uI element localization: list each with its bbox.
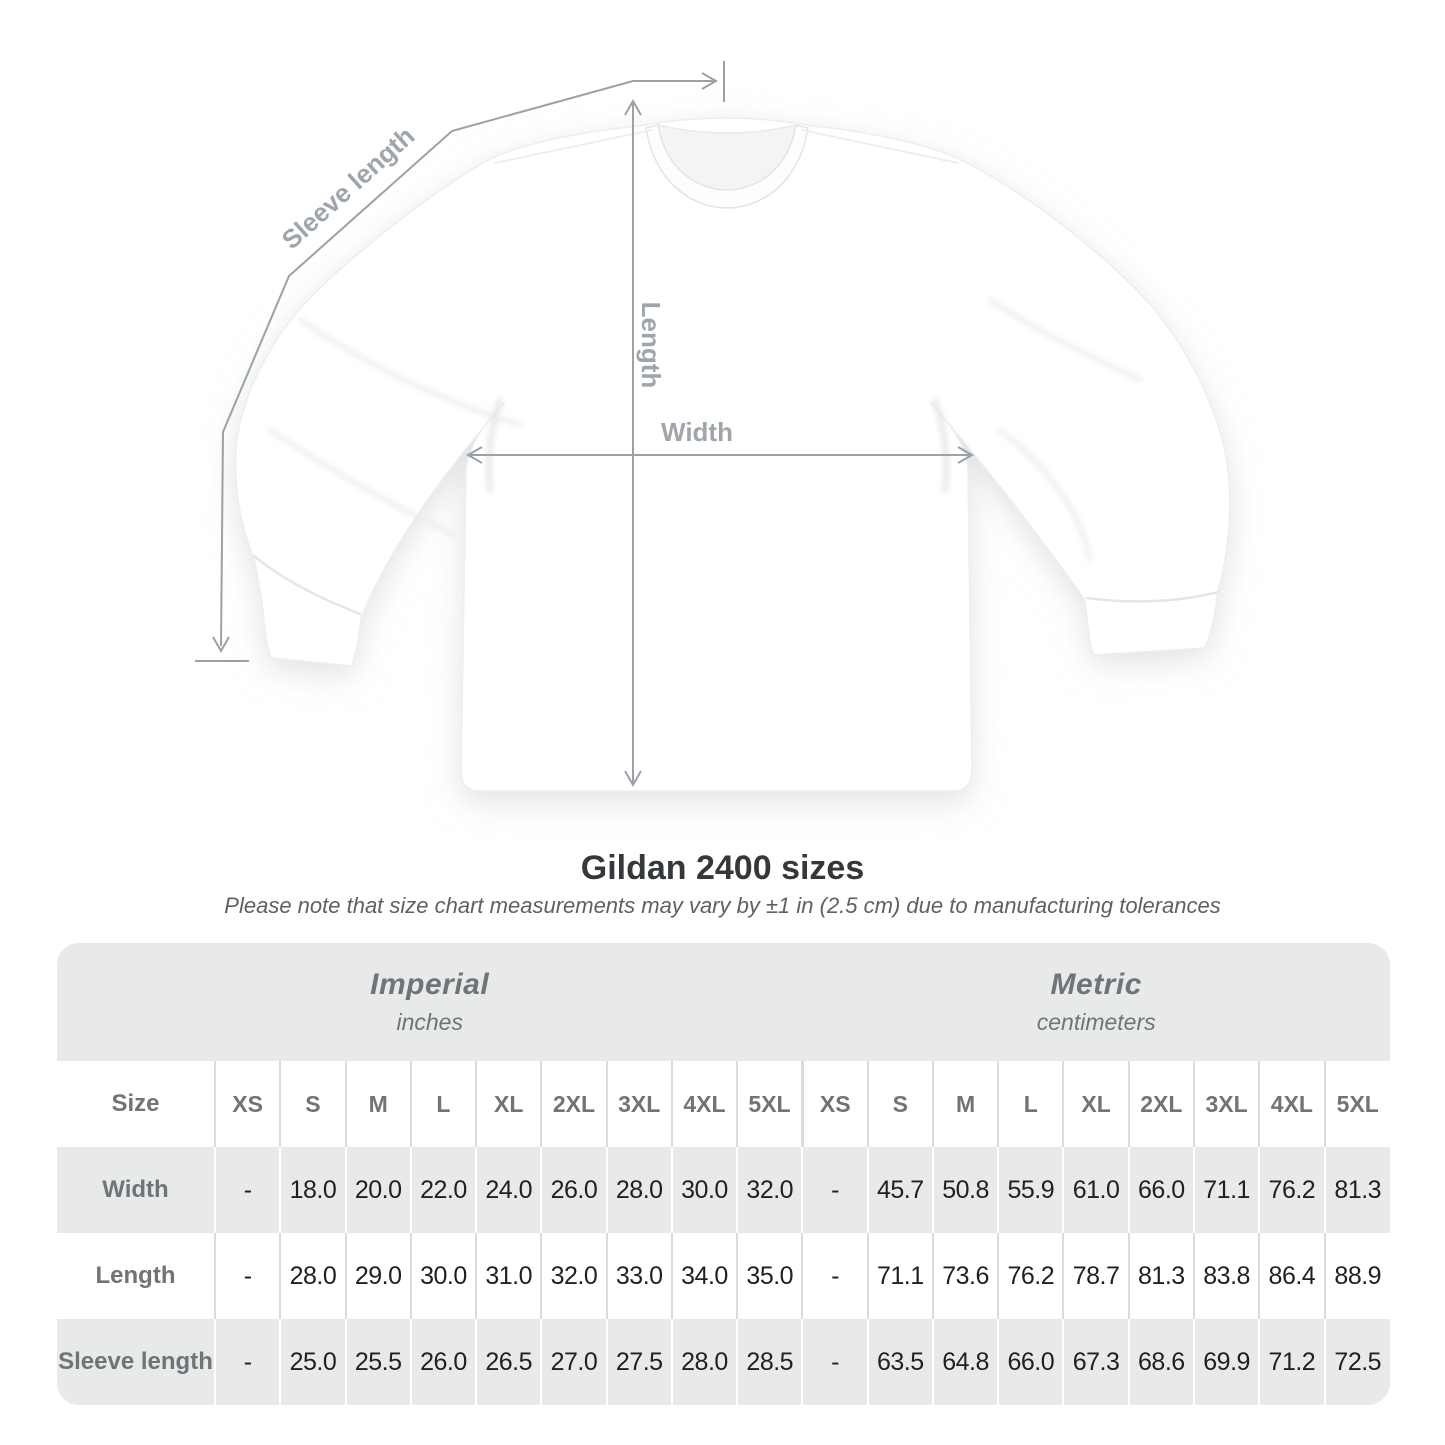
measurement-value: 61.0 [1063,1147,1128,1233]
measurement-row-width [57,1147,1390,1233]
measurement-value: 27.0 [541,1319,606,1405]
metric-unit-label: centimeters [1036,1009,1156,1035]
measurement-value: 26.5 [476,1319,541,1405]
measurement-value: 25.5 [346,1319,411,1405]
measurement-value: 18.0 [280,1147,345,1233]
width-label: Width [661,417,733,447]
measurement-value: 20.0 [346,1147,411,1233]
metric-group-header [802,943,1390,1061]
measurement-value: 81.3 [1325,1147,1390,1233]
size-table [57,943,1390,1405]
measurement-value: 66.0 [998,1319,1063,1405]
measurement-row-label: Sleeve length [57,1319,215,1405]
measurement-value: 27.5 [607,1319,672,1405]
measurement-value: 26.0 [411,1319,476,1405]
size-column-header-metric-l: L [998,1061,1063,1147]
measurement-value: 25.0 [280,1319,345,1405]
size-column-header-metric-4xl: 4XL [1259,1061,1324,1147]
measurement-value: 45.7 [868,1147,933,1233]
measurement-value: 28.0 [607,1147,672,1233]
measurement-value: 34.0 [672,1233,737,1319]
measurement-value: 78.7 [1063,1233,1128,1319]
size-column-header-imperial-xs: XS [215,1061,280,1147]
measurement-value: - [802,1147,867,1233]
measurement-value: 24.0 [476,1147,541,1233]
measurement-value: - [802,1319,867,1405]
measurement-value: 86.4 [1259,1233,1324,1319]
size-column-header-metric-3xl: 3XL [1194,1061,1259,1147]
measurement-value: 69.9 [1194,1319,1259,1405]
measurement-row-label: Width [57,1147,215,1233]
measurement-value: 73.6 [933,1233,998,1319]
imperial-label: Imperial [370,968,490,1001]
measurement-value: 68.6 [1129,1319,1194,1405]
size-column-header-imperial-xl: XL [476,1061,541,1147]
measurement-value: 28.0 [280,1233,345,1319]
size-column-header-imperial-5xl: 5XL [737,1061,802,1147]
size-column-header-imperial-3xl: 3XL [607,1061,672,1147]
metric-label: Metric [1050,968,1142,1001]
sleeve-length-label: Sleeve length [275,120,421,255]
measurement-value: 30.0 [672,1147,737,1233]
size-column-header-imperial-m: M [346,1061,411,1147]
size-table-body [57,943,1390,1405]
page-title: Gildan 2400 sizes [580,849,865,887]
measurement-value: - [215,1319,280,1405]
size-column-header-imperial-l: L [411,1061,476,1147]
measurement-value: 71.1 [1194,1147,1259,1233]
size-column-header-imperial-4xl: 4XL [672,1061,737,1147]
size-header-cell: Size [57,1061,215,1147]
measurement-value: 64.8 [933,1319,998,1405]
measurement-row-length [57,1233,1390,1319]
size-column-header-metric-m: M [933,1061,998,1147]
size-column-header-metric-xl: XL [1063,1061,1128,1147]
measurement-row-label: Length [57,1233,215,1319]
measurement-value: 71.1 [868,1233,933,1319]
tolerance-note: Please note that size chart measurements may vary by ±1 in (2.5 cm) due to manufacturing tolerances [224,893,1221,918]
size-column-header-metric-s: S [868,1061,933,1147]
measurement-value: 66.0 [1129,1147,1194,1233]
measurement-value: 83.8 [1194,1233,1259,1319]
measurement-value: 55.9 [998,1147,1063,1233]
measurement-value: 88.9 [1325,1233,1390,1319]
measurement-value: 22.0 [411,1147,476,1233]
measurement-value: 71.2 [1259,1319,1324,1405]
imperial-group-header [57,943,802,1061]
size-column-header-imperial-2xl: 2XL [541,1061,606,1147]
imperial-unit-label: inches [396,1009,463,1035]
measurement-value: 63.5 [868,1319,933,1405]
measurement-value: 76.2 [1259,1147,1324,1233]
length-label: Length [636,301,666,389]
measurement-value: 76.2 [998,1233,1063,1319]
measurement-value: 28.0 [672,1319,737,1405]
measurement-value: 33.0 [607,1233,672,1319]
measurement-value: - [215,1147,280,1233]
measurement-value: 30.0 [411,1233,476,1319]
measurement-value: 26.0 [541,1147,606,1233]
size-header-row [57,1061,1390,1147]
measurement-value: 32.0 [737,1147,802,1233]
measurement-value: - [802,1233,867,1319]
size-column-header-metric-xs: XS [802,1061,867,1147]
measurement-value: 81.3 [1129,1233,1194,1319]
measurement-value: 35.0 [737,1233,802,1319]
measurement-value: 29.0 [346,1233,411,1319]
size-column-header-metric-2xl: 2XL [1129,1061,1194,1147]
measurement-value: 31.0 [476,1233,541,1319]
measurement-value: 32.0 [541,1233,606,1319]
unit-group-row [57,943,1390,1061]
size-column-header-metric-5xl: 5XL [1325,1061,1390,1147]
measurement-value: - [215,1233,280,1319]
measurement-value: 72.5 [1325,1319,1390,1405]
measurement-row-sleeve-length [57,1319,1390,1405]
size-column-header-imperial-s: S [280,1061,345,1147]
measurement-value: 50.8 [933,1147,998,1233]
measurement-value: 67.3 [1063,1319,1128,1405]
measurement-value: 28.5 [737,1319,802,1405]
